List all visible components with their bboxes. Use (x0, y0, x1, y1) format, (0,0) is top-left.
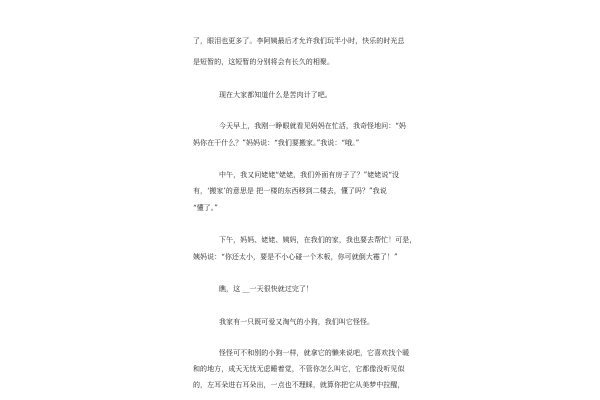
text-line-10: 姨妈说：“你还太小，要是不小心碰一个木板，你可就倒大霉了！” (193, 253, 398, 261)
text-line-15: 的，左耳朵进右耳朵出，一点也不理睬，就算你把它从美梦中拉醒， (193, 381, 405, 389)
text-line-8: “懂了。” (193, 204, 218, 212)
text-line-4: 今天早上，我刚一睁眼就看见妈妈在忙活，我奇怪地问：“妈 (219, 122, 406, 130)
text-line-14: 和的地方，成天无忧无虑睡着觉，不管你怎么叫它，它都像没听见似 (193, 365, 405, 373)
text-line-2: 是短暂的，这短暂的分别将会有长久的相聚。 (193, 58, 334, 66)
text-line-11: 瞧，这 __一天很快就过完了！ (219, 285, 313, 293)
text-line-7: 有，‘搬家’的意思是 把一楼的东西移到二楼去，懂了吗？”我说 (193, 187, 387, 195)
text-line-13: 怪怪可不和别的小狗一样，就拿它的懒来说吧，它喜欢找个暖 (219, 349, 410, 357)
text-line-3: 现在大家都知道什么是苦肉计了吧。 (219, 91, 332, 99)
text-line-12: 我家有一只既可爱又淘气的小狗，我们叫它怪怪。 (219, 318, 375, 326)
text-line-6: 中午，我又问姥姥“姥姥，我们外面有房子了？”姥姥说“没 (219, 171, 400, 179)
text-line-9: 下午，妈妈、姥姥、姨妈，在我们的家，我也要去帮忙！可是， (219, 236, 417, 244)
text-line-1: 了，眼泪也更多了。李阿姨最后才允许我们玩半小时，快乐的时光总 (193, 37, 405, 45)
text-line-5: 妈你在干什么？”妈妈说：“我们要搬家。”我说：“哦。” (193, 139, 360, 147)
